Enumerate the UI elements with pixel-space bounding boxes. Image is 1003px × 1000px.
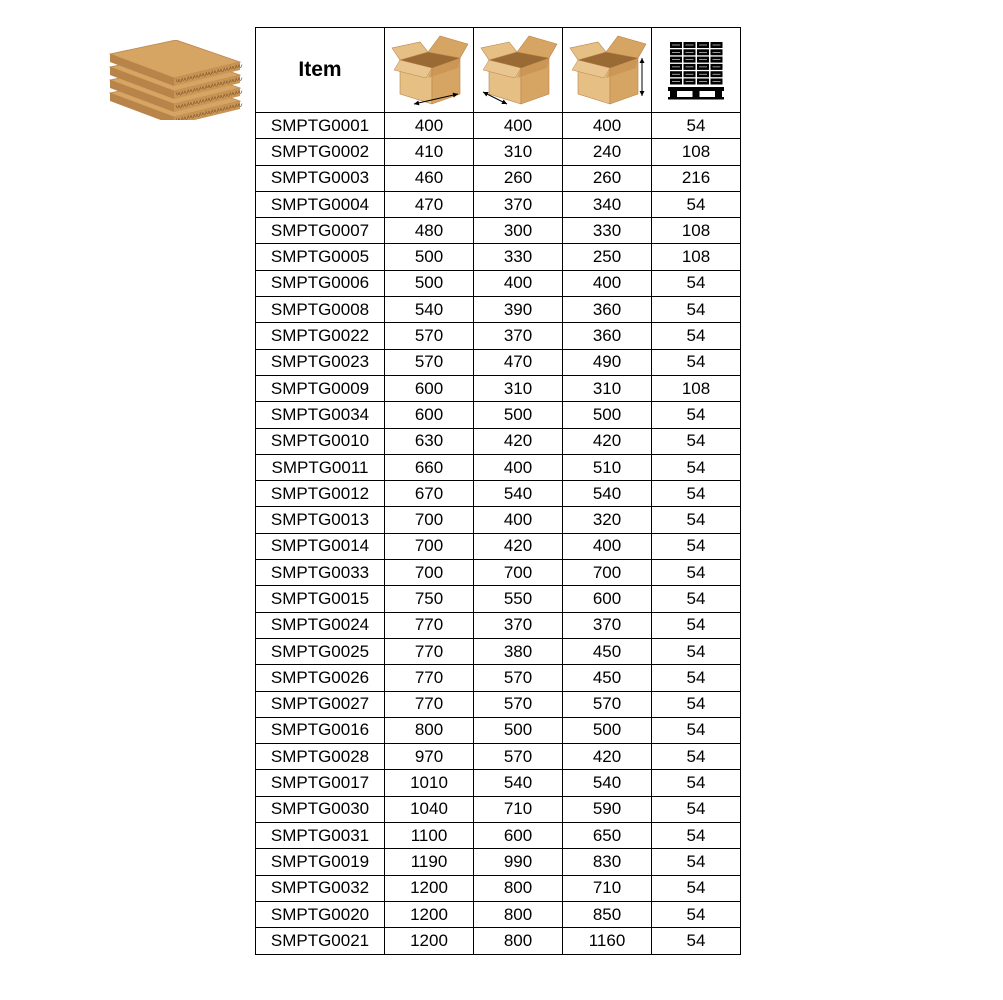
cell-length: 770 <box>385 665 474 691</box>
cell-length: 410 <box>385 139 474 165</box>
cell-width: 380 <box>474 638 563 664</box>
cell-width: 540 <box>474 770 563 796</box>
cell-item: SMPTG0034 <box>256 402 385 428</box>
table-row <box>256 454 741 480</box>
cell-height: 250 <box>563 244 652 270</box>
cell-length: 770 <box>385 691 474 717</box>
table-row <box>256 375 741 401</box>
cell-height: 490 <box>563 349 652 375</box>
cell-width: 990 <box>474 849 563 875</box>
cell-length: 1040 <box>385 796 474 822</box>
table-row <box>256 481 741 507</box>
cell-height: 260 <box>563 165 652 191</box>
cell-length: 480 <box>385 218 474 244</box>
cell-pallet: 54 <box>652 270 741 296</box>
cell-pallet: 54 <box>652 612 741 638</box>
cell-width: 370 <box>474 612 563 638</box>
cell-length: 660 <box>385 454 474 480</box>
cell-pallet: 54 <box>652 823 741 849</box>
cell-length: 540 <box>385 297 474 323</box>
cell-width: 400 <box>474 113 563 139</box>
cell-length: 570 <box>385 323 474 349</box>
cell-pallet: 54 <box>652 665 741 691</box>
cell-pallet: 54 <box>652 770 741 796</box>
cell-width: 800 <box>474 928 563 954</box>
cell-item: SMPTG0027 <box>256 691 385 717</box>
cell-width: 420 <box>474 428 563 454</box>
cell-width: 500 <box>474 402 563 428</box>
cell-width: 600 <box>474 823 563 849</box>
cell-item: SMPTG0026 <box>256 665 385 691</box>
cell-length: 1200 <box>385 875 474 901</box>
cell-pallet: 54 <box>652 691 741 717</box>
cell-height: 700 <box>563 560 652 586</box>
table-row <box>256 638 741 664</box>
cell-item: SMPTG0013 <box>256 507 385 533</box>
cell-item: SMPTG0031 <box>256 823 385 849</box>
table-row <box>256 796 741 822</box>
cell-pallet: 54 <box>652 586 741 612</box>
cell-width: 700 <box>474 560 563 586</box>
cell-length: 500 <box>385 244 474 270</box>
cell-item: SMPTG0012 <box>256 481 385 507</box>
cell-height: 400 <box>563 113 652 139</box>
table-row <box>256 875 741 901</box>
cell-width: 400 <box>474 454 563 480</box>
cell-length: 630 <box>385 428 474 454</box>
cell-height: 370 <box>563 612 652 638</box>
cell-length: 750 <box>385 586 474 612</box>
cell-height: 1160 <box>563 928 652 954</box>
cell-pallet: 54 <box>652 849 741 875</box>
cell-length: 770 <box>385 612 474 638</box>
cell-pallet: 54 <box>652 481 741 507</box>
cell-width: 310 <box>474 139 563 165</box>
cell-length: 800 <box>385 717 474 743</box>
cell-height: 450 <box>563 665 652 691</box>
box-length-icon <box>388 32 470 108</box>
cell-width: 300 <box>474 218 563 244</box>
cell-height: 330 <box>563 218 652 244</box>
cell-length: 970 <box>385 744 474 770</box>
header-item <box>256 28 385 113</box>
cell-length: 570 <box>385 349 474 375</box>
cell-item: SMPTG0014 <box>256 533 385 559</box>
table-row <box>256 560 741 586</box>
cell-pallet: 54 <box>652 454 741 480</box>
cell-item: SMPTG0023 <box>256 349 385 375</box>
cell-item: SMPTG0001 <box>256 113 385 139</box>
cell-length: 700 <box>385 560 474 586</box>
cell-height: 400 <box>563 533 652 559</box>
cell-length: 1190 <box>385 849 474 875</box>
cell-item: SMPTG0028 <box>256 744 385 770</box>
cell-item: SMPTG0022 <box>256 323 385 349</box>
header-pallet <box>652 28 741 113</box>
cell-width: 570 <box>474 744 563 770</box>
cell-pallet: 54 <box>652 323 741 349</box>
cell-width: 540 <box>474 481 563 507</box>
cell-height: 340 <box>563 191 652 217</box>
cell-length: 1200 <box>385 928 474 954</box>
cell-height: 420 <box>563 428 652 454</box>
table-row <box>256 507 741 533</box>
table-row <box>256 297 741 323</box>
cell-pallet: 54 <box>652 717 741 743</box>
cell-length: 700 <box>385 507 474 533</box>
cell-width: 800 <box>474 901 563 927</box>
cell-pallet: 54 <box>652 402 741 428</box>
table-row <box>256 244 741 270</box>
cell-item: SMPTG0020 <box>256 901 385 927</box>
cell-item: SMPTG0019 <box>256 849 385 875</box>
cell-pallet: 54 <box>652 533 741 559</box>
cell-item: SMPTG0017 <box>256 770 385 796</box>
cell-item: SMPTG0005 <box>256 244 385 270</box>
table-row <box>256 744 741 770</box>
cell-width: 370 <box>474 191 563 217</box>
cell-height: 310 <box>563 375 652 401</box>
cell-width: 260 <box>474 165 563 191</box>
table-row <box>256 349 741 375</box>
cell-pallet: 54 <box>652 638 741 664</box>
table-row <box>256 928 741 954</box>
table-row <box>256 901 741 927</box>
cell-pallet: 54 <box>652 191 741 217</box>
cell-length: 770 <box>385 638 474 664</box>
cell-width: 400 <box>474 507 563 533</box>
cell-width: 470 <box>474 349 563 375</box>
cell-pallet: 108 <box>652 244 741 270</box>
item-column-title: Item <box>298 58 342 81</box>
cell-pallet: 108 <box>652 375 741 401</box>
cell-width: 500 <box>474 717 563 743</box>
table-row <box>256 165 741 191</box>
cell-length: 500 <box>385 270 474 296</box>
cell-item: SMPTG0030 <box>256 796 385 822</box>
cell-height: 540 <box>563 481 652 507</box>
cell-item: SMPTG0009 <box>256 375 385 401</box>
table-row <box>256 586 741 612</box>
cell-width: 570 <box>474 665 563 691</box>
cell-height: 400 <box>563 270 652 296</box>
table-row <box>256 533 741 559</box>
pallet-icon <box>666 40 726 100</box>
cell-length: 1010 <box>385 770 474 796</box>
cell-height: 500 <box>563 402 652 428</box>
cell-item: SMPTG0016 <box>256 717 385 743</box>
cell-item: SMPTG0024 <box>256 612 385 638</box>
cell-item: SMPTG0002 <box>256 139 385 165</box>
table-row <box>256 770 741 796</box>
cell-height: 650 <box>563 823 652 849</box>
table-row <box>256 139 741 165</box>
cell-item: SMPTG0033 <box>256 560 385 586</box>
cell-length: 460 <box>385 165 474 191</box>
cell-height: 540 <box>563 770 652 796</box>
cell-height: 850 <box>563 901 652 927</box>
cell-length: 700 <box>385 533 474 559</box>
cell-pallet: 54 <box>652 297 741 323</box>
cell-height: 570 <box>563 691 652 717</box>
cell-width: 370 <box>474 323 563 349</box>
cell-length: 670 <box>385 481 474 507</box>
cell-height: 710 <box>563 875 652 901</box>
cell-height: 360 <box>563 297 652 323</box>
table-row <box>256 218 741 244</box>
cell-height: 600 <box>563 586 652 612</box>
cell-pallet: 54 <box>652 744 741 770</box>
cell-height: 360 <box>563 323 652 349</box>
table-row <box>256 849 741 875</box>
cell-length: 600 <box>385 402 474 428</box>
cell-item: SMPTG0004 <box>256 191 385 217</box>
box-height-icon <box>566 32 648 108</box>
header-height <box>563 28 652 113</box>
table-row <box>256 691 741 717</box>
table-row <box>256 270 741 296</box>
header-length <box>385 28 474 113</box>
table-header-row <box>256 28 741 113</box>
cell-pallet: 54 <box>652 113 741 139</box>
header-width <box>474 28 563 113</box>
cell-item: SMPTG0015 <box>256 586 385 612</box>
cell-height: 510 <box>563 454 652 480</box>
cell-width: 310 <box>474 375 563 401</box>
cell-pallet: 108 <box>652 218 741 244</box>
cell-item: SMPTG0032 <box>256 875 385 901</box>
cell-length: 1200 <box>385 901 474 927</box>
cell-item: SMPTG0010 <box>256 428 385 454</box>
box-spec-table <box>255 27 741 955</box>
cell-pallet: 54 <box>652 901 741 927</box>
table-row <box>256 402 741 428</box>
cell-height: 830 <box>563 849 652 875</box>
table-row <box>256 717 741 743</box>
cell-pallet: 54 <box>652 560 741 586</box>
cell-pallet: 54 <box>652 507 741 533</box>
cell-width: 710 <box>474 796 563 822</box>
cell-length: 470 <box>385 191 474 217</box>
table-row <box>256 665 741 691</box>
cell-item: SMPTG0008 <box>256 297 385 323</box>
cell-height: 320 <box>563 507 652 533</box>
cell-length: 1100 <box>385 823 474 849</box>
cell-pallet: 54 <box>652 428 741 454</box>
cell-height: 240 <box>563 139 652 165</box>
cell-item: SMPTG0007 <box>256 218 385 244</box>
cell-pallet: 108 <box>652 139 741 165</box>
cell-pallet: 216 <box>652 165 741 191</box>
table-row <box>256 428 741 454</box>
table-row <box>256 323 741 349</box>
cardboard-sheets-icon <box>104 40 244 120</box>
box-width-icon <box>477 32 559 108</box>
cell-pallet: 54 <box>652 349 741 375</box>
cell-width: 330 <box>474 244 563 270</box>
cell-item: SMPTG0003 <box>256 165 385 191</box>
table-row <box>256 113 741 139</box>
cell-pallet: 54 <box>652 796 741 822</box>
cell-height: 590 <box>563 796 652 822</box>
cell-height: 500 <box>563 717 652 743</box>
cell-item: SMPTG0011 <box>256 454 385 480</box>
table-row <box>256 612 741 638</box>
cell-length: 400 <box>385 113 474 139</box>
cell-width: 800 <box>474 875 563 901</box>
cell-width: 400 <box>474 270 563 296</box>
table-row <box>256 191 741 217</box>
cell-item: SMPTG0006 <box>256 270 385 296</box>
cell-width: 390 <box>474 297 563 323</box>
table-row <box>256 823 741 849</box>
cell-pallet: 54 <box>652 875 741 901</box>
cell-length: 600 <box>385 375 474 401</box>
cell-width: 550 <box>474 586 563 612</box>
cell-width: 570 <box>474 691 563 717</box>
cell-height: 420 <box>563 744 652 770</box>
cell-pallet: 54 <box>652 928 741 954</box>
cell-width: 420 <box>474 533 563 559</box>
cell-item: SMPTG0021 <box>256 928 385 954</box>
cell-height: 450 <box>563 638 652 664</box>
cell-item: SMPTG0025 <box>256 638 385 664</box>
